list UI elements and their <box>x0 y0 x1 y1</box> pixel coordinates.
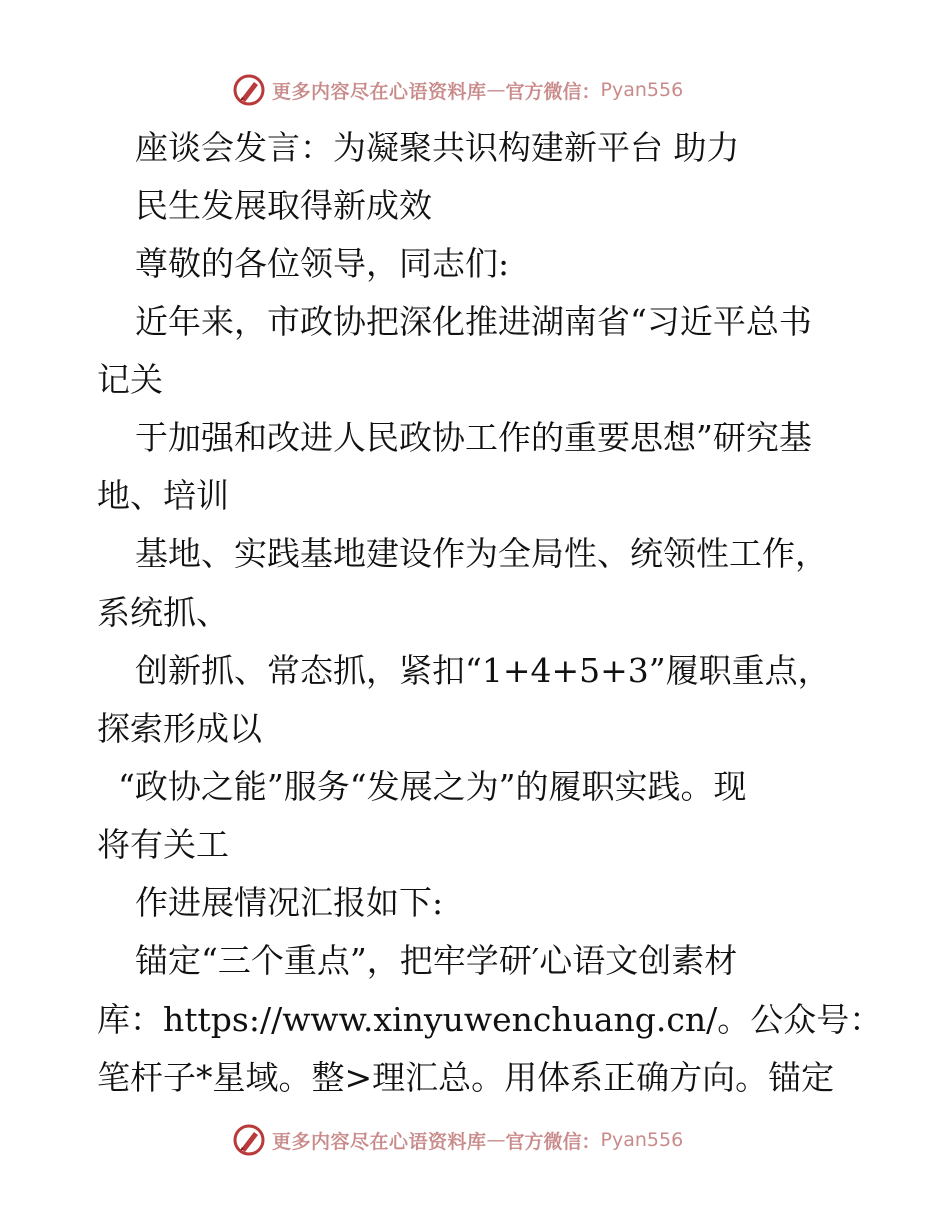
footer-watermark-banner <box>232 1122 683 1158</box>
paragraph-line: 系统抓、 <box>97 593 229 632</box>
paragraph-line: 探索形成以 <box>97 709 262 748</box>
paragraph-line: 锚定“三个重点”，把牢学研′心语文创素材 <box>135 941 738 980</box>
document-title-line-2: 民生发展取得新成效 <box>135 186 432 225</box>
pen-logo-icon <box>232 1123 266 1157</box>
banner-main-text: 更多内容尽在心语资料库 <box>272 1130 487 1153</box>
banner-wechat-id: Pyan556 <box>600 1129 684 1151</box>
paragraph-line: 创新抓、常态抓，紧扣“1+4+5+3”履职重点， <box>135 651 831 690</box>
salutation: 尊敬的各位领导，同志们: <box>135 244 510 283</box>
banner-main-text: 更多内容尽在心语资料库 <box>272 80 487 103</box>
paragraph-line: 将有关工 <box>97 825 229 864</box>
banner-wechat-label: 官方微信： <box>505 80 601 103</box>
header-watermark-banner <box>232 72 683 108</box>
paragraph-line: 近年来，市政协把深化推进湖南省“习近平总书 <box>135 302 812 341</box>
paragraph-line: 地、培训 <box>97 476 229 515</box>
banner-wechat-label: 官方微信： <box>505 1130 601 1153</box>
document-title-line-1: 座谈会发言：为凝聚共识构建新平台 助力 <box>135 128 740 167</box>
paragraph-line-with-url: 库：https://www.xinyuwenchuang.cn/。公众号： <box>97 1000 883 1039</box>
pen-logo-icon <box>232 73 266 107</box>
paragraph-line: 于加强和改进人民政协工作的重要思想”研究基 <box>135 418 812 457</box>
banner-separator: — <box>486 1129 506 1151</box>
paragraph-line: 基地、实践基地建设作为全局性、统领性工作， <box>135 534 828 573</box>
paragraph-line: 记关 <box>97 360 163 399</box>
paragraph-line: 作进展情况汇报如下: <box>135 883 444 922</box>
banner-separator: — <box>486 79 506 101</box>
paragraph-line: 笔杆子*星域。整>理汇总。用体系正确方向。锚定 <box>97 1058 835 1097</box>
banner-wechat-id: Pyan556 <box>600 79 684 101</box>
paragraph-line: “政协之能”服务“发展之为”的履职实践。现 <box>118 767 747 806</box>
